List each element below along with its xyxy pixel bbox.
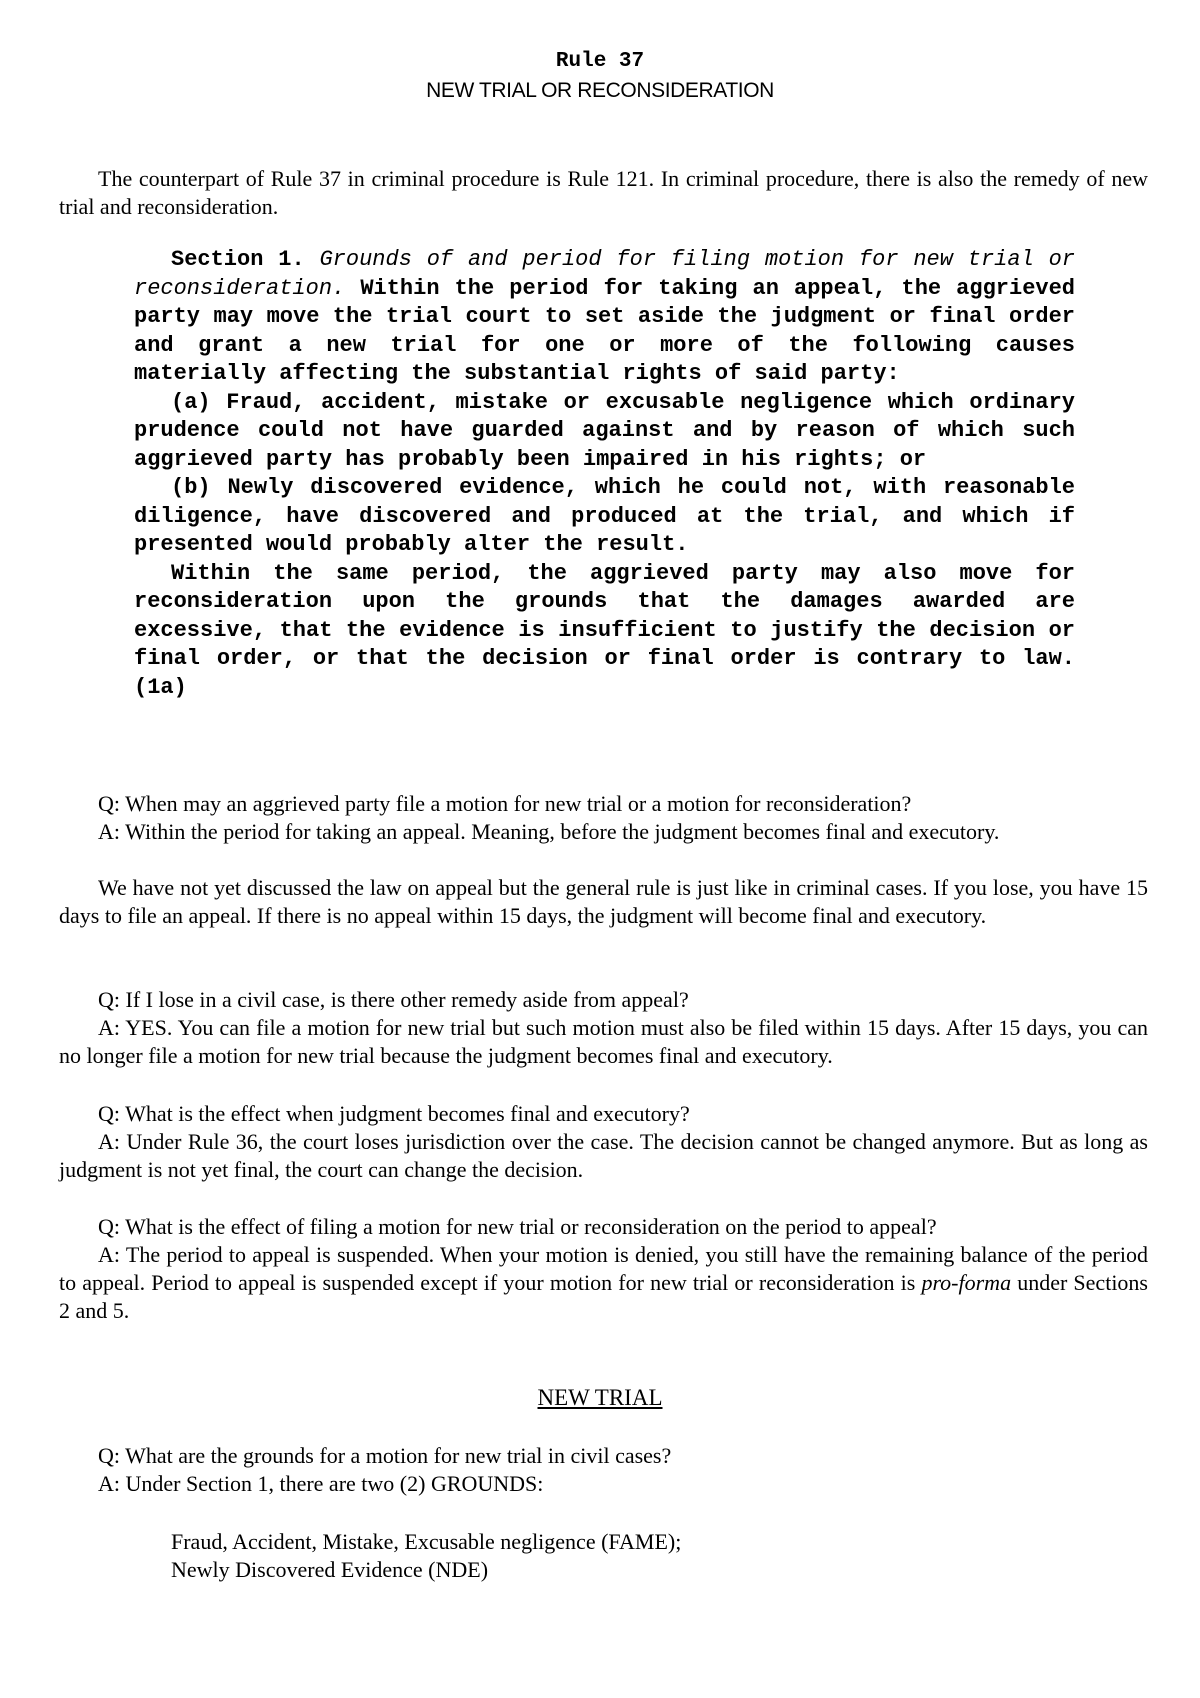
- answer-4: [59, 1241, 1148, 1325]
- section-1-provision: [134, 246, 1075, 702]
- item-b-label: (b): [171, 475, 211, 500]
- answer-5: A: Under Section 1, there are two (2) GROUNDS:: [98, 1471, 544, 1496]
- section-body: Within the period for taking an appeal, the aggrieved party may move the trial court to set aside the judgment or final order and grant a new trial for one or more of the following causes materially affecting the substantial rights of said party:: [134, 275, 1075, 386]
- question-5: Q: What are the grounds for a motion for new trial in civil cases?: [98, 1443, 672, 1468]
- answer-2: A: YES. You can file a motion for new trial but such motion must also be filed within 15 days. After 15 days, you can no longer file a motion for new trial because the judgment becomes final and executory.: [59, 1015, 1148, 1068]
- qa-block-5: [59, 1442, 1148, 1498]
- new-trial-heading: NEW TRIAL: [537, 1385, 663, 1410]
- answer-4-text: A: The period to appeal is suspended. When your motion is denied, you still have the remaining balance of the period to appeal. Period to appeal is suspended except if your motion for new trial or reconsideration is: [59, 1242, 1148, 1295]
- qa-block-3: [59, 1100, 1148, 1184]
- section-label: Section 1.: [171, 247, 305, 272]
- provision-item-a: [134, 389, 1075, 475]
- item-b-text: Newly discovered evidence, which he could not, with reasonable diligence, have discovered and produced at the trial, and which if presented would probably alter the result.: [134, 475, 1076, 557]
- question-1: Q: When may an aggrieved party file a motion for new trial or a motion for reconsideration?: [98, 791, 912, 816]
- ground-item: Newly Discovered Evidence (NDE): [171, 1557, 489, 1582]
- qa-block-2: [59, 986, 1148, 1070]
- qa-block-4: [59, 1213, 1148, 1325]
- ground-item: Fraud, Accident, Mistake, Excusable negligence (FAME);: [171, 1529, 682, 1554]
- pro-forma-term: pro-forma: [921, 1270, 1012, 1295]
- discussion-paragraph: We have not yet discussed the law on appeal but the general rule is just like in criminal cases. If you lose, you have 15 days to file an appeal. If there is no appeal within 15 days, the judgment will become final and executory.: [59, 875, 1148, 928]
- qa-block-1: [59, 790, 1148, 846]
- answer-3: A: Under Rule 36, the court loses jurisdiction over the case. The decision cannot be changed anymore. But as long as judgment is not yet final, the court can change the decision.: [59, 1129, 1148, 1182]
- section-title: Grounds of and period for filing motion for new trial or reconsideration.: [134, 247, 1076, 301]
- provision-item-b: [134, 474, 1075, 560]
- grounds-list: [171, 1528, 681, 1584]
- section-1-heading: [134, 246, 1075, 389]
- rule-title: NEW TRIAL OR RECONSIDERATION: [426, 79, 774, 102]
- question-4: Q: What is the effect of filing a motion for new trial or reconsideration on the period to appeal?: [98, 1214, 937, 1239]
- provision-reconsideration: Within the same period, the aggrieved party may also move for reconsideration upon the grounds that the damages awarded are excessive, that the evidence is insufficient to justify the decision or final order, or that the decision or final order is contrary to law.(1a): [134, 560, 1075, 700]
- item-a-label: (a): [171, 389, 211, 415]
- item-a-text: Fraud, accident, mistake or excusable negligence which ordinary prudence could not have guarded against and by reason of which such aggrieved party has probably been impaired in his rights; or: [134, 389, 1075, 472]
- answer-1: A: Within the period for taking an appeal. Meaning, before the judgment becomes final and executory.: [98, 819, 1000, 844]
- question-3: Q: What is the effect when judgment becomes final and executory?: [98, 1101, 690, 1126]
- intro-paragraph: The counterpart of Rule 37 in criminal procedure is Rule 121. In criminal procedure, there is also the remedy of new trial and reconsideration.: [59, 166, 1148, 219]
- rule-number: Rule 37: [555, 50, 645, 73]
- answer-4-tail: under Sections 2 and 5.: [59, 1270, 1148, 1323]
- question-2: Q: If I lose in a civil case, is there other remedy aside from appeal?: [98, 987, 689, 1012]
